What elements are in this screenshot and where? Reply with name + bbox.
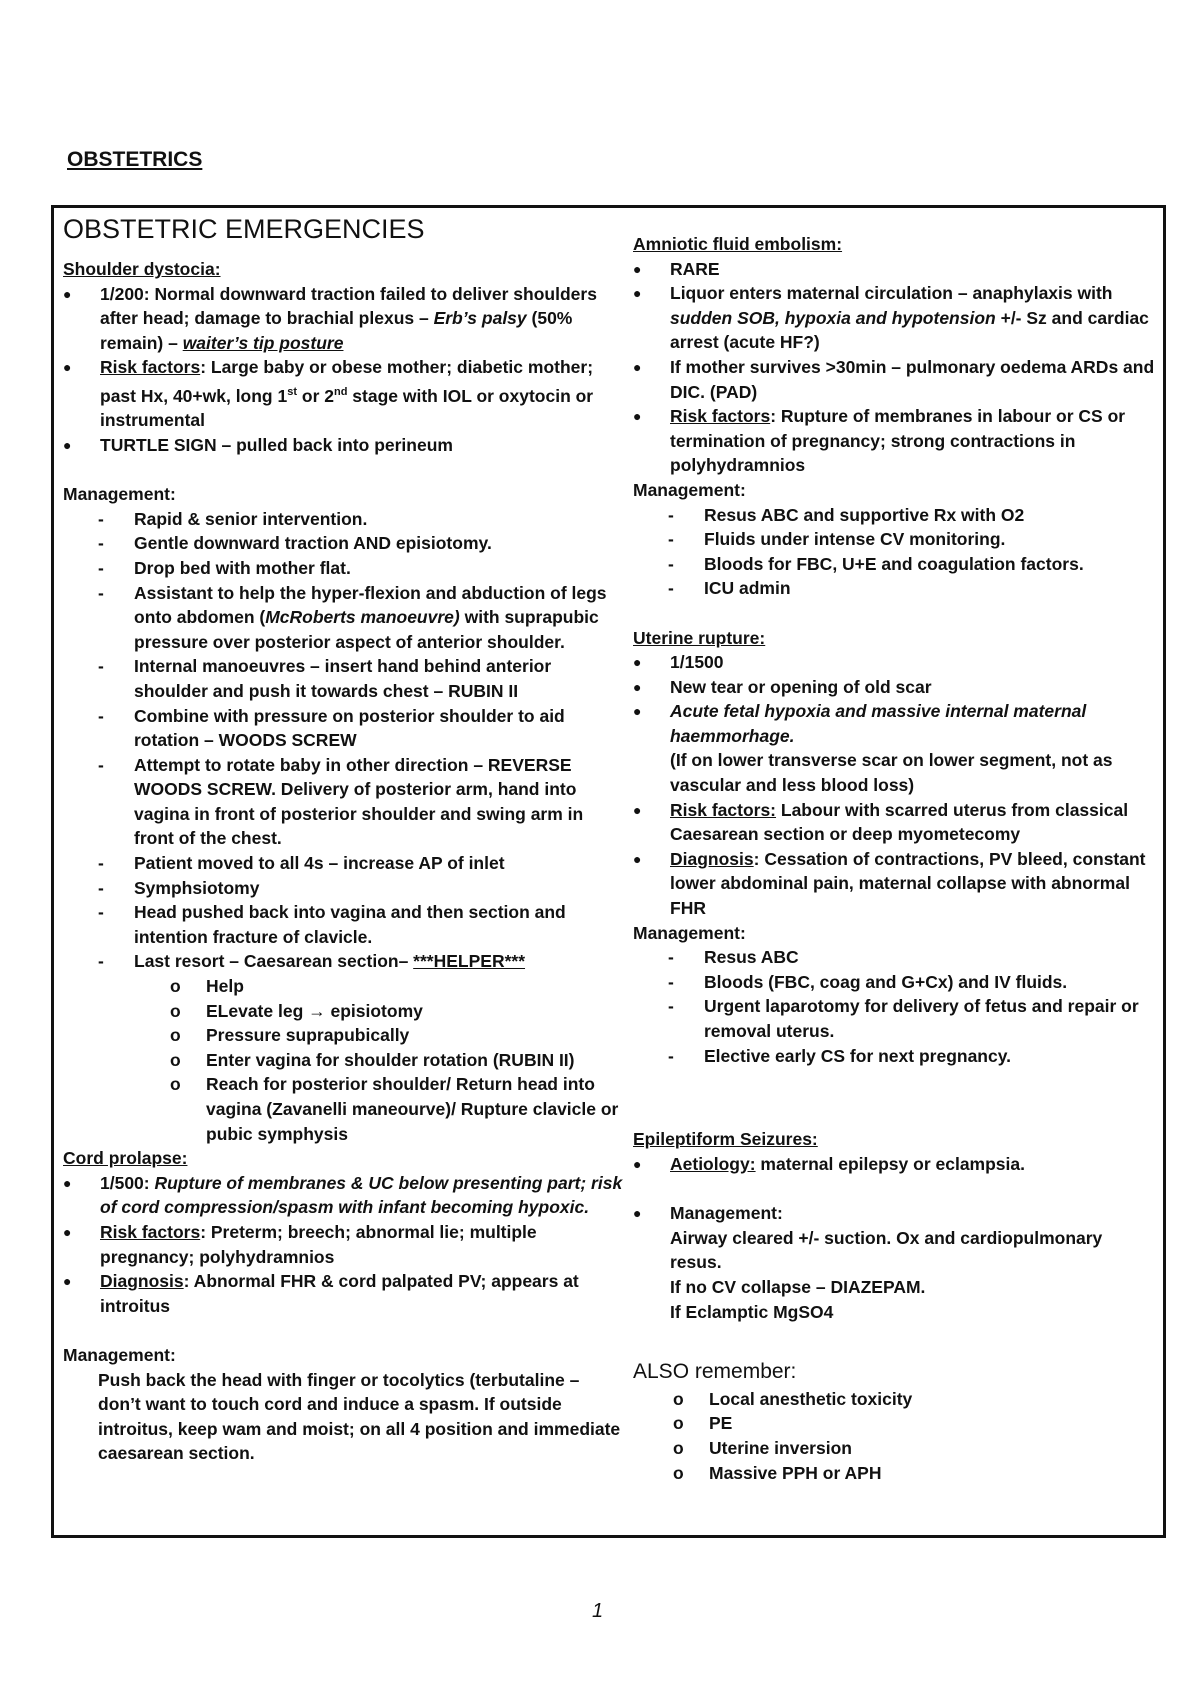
also-remember-title: ALSO remember: <box>633 1359 797 1383</box>
epileptiform-title: Epileptiform Seizures: <box>633 1129 818 1150</box>
right-column <box>633 232 1158 1485</box>
list-item: ● New tear or opening of old scar <box>633 675 1158 700</box>
list-item: ● Aetiology: maternal epilepsy or eclampsia. <box>633 1152 1158 1177</box>
list-item: - Urgent laparotomy for delivery of fetus and repair or removal uterus. <box>668 996 1139 1041</box>
bullet-icon: ● <box>63 1174 72 1191</box>
list-item: ● Management: Airway cleared +/- suction. Ox and cardiopulmonary resus. If no CV collapse – DIAZEPAM. If Eclamptic MgSO4 <box>633 1201 1158 1324</box>
list-item: - Combine with pressure on posterior shoulder to aid rotation – WOODS SCREW <box>98 705 565 751</box>
list-item: - Head pushed back into vagina and then section and intention fracture of clavicle. <box>98 902 566 947</box>
bullet-icon: ● <box>63 1273 72 1290</box>
page-number: 1 <box>592 1600 604 1622</box>
bullet-icon: ● <box>633 703 642 720</box>
list-item: o Enter vagina for shoulder rotation (RUBIN II) <box>170 1049 575 1070</box>
left-column <box>63 211 623 1466</box>
bullet-icon: ● <box>633 285 642 302</box>
list-item: o PE <box>673 1413 733 1434</box>
uterine-rupture-title: Uterine rupture: <box>633 627 766 648</box>
list-item: - Resus ABC and supportive Rx with O2 <box>668 504 1025 525</box>
list-item: ● If mother survives >30min – pulmonary oedema ARDs and DIC. (PAD) <box>633 355 1158 404</box>
list-item: - Attempt to rotate baby in other direction – REVERSE WOODS SCREW. Delivery of posterior arm, hand into vagina in front of posterior shoulder and swing arm in front of the chest. <box>98 754 584 849</box>
list-item: ● TURTLE SIGN – pulled back into perineum <box>63 433 623 458</box>
list-item: - ICU admin <box>668 578 791 599</box>
list-item: - Gentle downward traction AND episiotomy. <box>98 533 492 554</box>
list-item: o Local anesthetic toxicity <box>673 1388 913 1409</box>
list-item: - Internal manoeuvres – insert hand behind anterior shoulder and push it towards chest – RUBIN II <box>98 656 552 701</box>
bullet-icon: ● <box>633 1155 642 1172</box>
bullet-icon: ● <box>633 1205 642 1222</box>
list-item: ● Risk factors: Labour with scarred uterus from classical Caesarean section or deep myometecomy <box>633 798 1158 847</box>
list-item: ● 1/1500 <box>633 650 1158 675</box>
list-item: - Elective early CS for next pregnancy. <box>668 1045 1012 1066</box>
list-item: ● Diagnosis: Cessation of contractions, PV bleed, constant lower abdominal pain, maternal collapse with abnormal FHR <box>633 847 1158 921</box>
management-title: Management: <box>63 484 176 505</box>
list-item: - Drop bed with mother flat. <box>98 557 351 578</box>
list-item: - Patient moved to all 4s – increase AP of inlet <box>98 853 505 874</box>
management-title: Management: <box>633 922 746 943</box>
bullet-icon: ● <box>633 678 642 695</box>
list-item: - Fluids under intense CV monitoring. <box>668 529 1006 550</box>
management-title: Management: <box>63 1344 176 1365</box>
bullet-icon: ● <box>633 654 642 671</box>
bullet-icon: ● <box>63 359 72 376</box>
list-item: - Resus ABC <box>668 947 799 968</box>
list-item: o Massive PPH or APH <box>673 1462 882 1483</box>
list-item: o Pressure suprapubically <box>170 1025 410 1046</box>
bullet-icon: ● <box>63 1223 72 1240</box>
list-item: - Symphsiotomy <box>98 877 260 898</box>
shoulder-dystocia-title: Shoulder dystocia: <box>63 259 221 279</box>
bullet-icon: ● <box>633 850 642 867</box>
list-item: ● RARE <box>633 257 1158 282</box>
list-item: - Assistant to help the hyper-flexion and abduction of legs onto abdomen (McRoberts manoeuvre) with suprapubic pressure over posterior aspect of anterior shoulder. <box>98 582 607 652</box>
list-item: o ELevate leg → episiotomy <box>170 1000 423 1021</box>
list-item: ● Risk factors: Rupture of membranes in labour or CS or termination of pregnancy; strong contractions in polyhydramnios <box>633 404 1158 478</box>
list-item: ● 1/200: Normal downward traction failed to deliver shoulders after head; damage to brachial plexus – Erb’s palsy (50% remain) – waiter’s tip posture <box>63 282 623 356</box>
list-item: ● Acute fetal hypoxia and massive internal maternal haemmorhage. (If on lower transverse scar on lower segment, not as vascular and less blood loss) <box>633 699 1158 797</box>
list-item: - Bloods for FBC, U+E and coagulation factors. <box>668 553 1084 574</box>
bullet-icon: ● <box>633 408 642 425</box>
bullet-icon: ● <box>633 260 642 277</box>
management-title: Management: <box>633 479 746 500</box>
list-item: o Help <box>170 976 244 997</box>
list-item: ● Risk factors: Large baby or obese mother; diabetic mother; past Hx, 40+wk, long 1st or 2nd stage with IOL or oxytocin or instrumental <box>63 355 623 433</box>
management-text: Push back the head with finger or tocolytics (terbutaline – don’t want to touch cord and induce a spasm. If outside introitus, keep wam and moist; on all 4 position and immediate caesarean section. <box>98 1369 621 1464</box>
list-item: ● Liquor enters maternal circulation – anaphylaxis with sudden SOB, hypoxia and hypotension +/- Sz and cardiac arrest (acute HF?) <box>633 281 1158 355</box>
cord-prolapse-title: Cord prolapse: <box>63 1148 188 1169</box>
bullet-icon: ● <box>633 801 642 818</box>
list-item: o Reach for posterior shoulder/ Return head into vagina (Zavanelli maneourve)/ Rupture clavicle or pubic symphysis <box>170 1074 619 1144</box>
list-item: - Bloods (FBC, coag and G+Cx) and IV fluids. <box>668 971 1068 992</box>
list-item: ● Diagnosis: Abnormal FHR & cord palpated PV; appears at introitus <box>63 1269 623 1318</box>
bullet-icon: ● <box>63 436 72 453</box>
list-item: o Uterine inversion <box>673 1437 852 1458</box>
list-item: - Last resort – Caesarean section– ***HELPER*** <box>98 951 526 972</box>
bullet-icon: ● <box>633 358 642 375</box>
page-heading: OBSTETRICS <box>67 148 203 171</box>
list-item: ● 1/500: Rupture of membranes & UC below presenting part; risk of cord compression/spasm with infant becoming hypoxic. <box>63 1171 623 1220</box>
box-title: OBSTETRIC EMERGENCIES <box>63 214 425 244</box>
bullet-icon: ● <box>63 285 72 302</box>
list-item: ● Risk factors: Preterm; breech; abnormal lie; multiple pregnancy; polyhydramnios <box>63 1220 623 1269</box>
amniotic-title: Amniotic fluid embolism: <box>633 234 843 254</box>
list-item: - Rapid & senior intervention. <box>98 508 368 529</box>
